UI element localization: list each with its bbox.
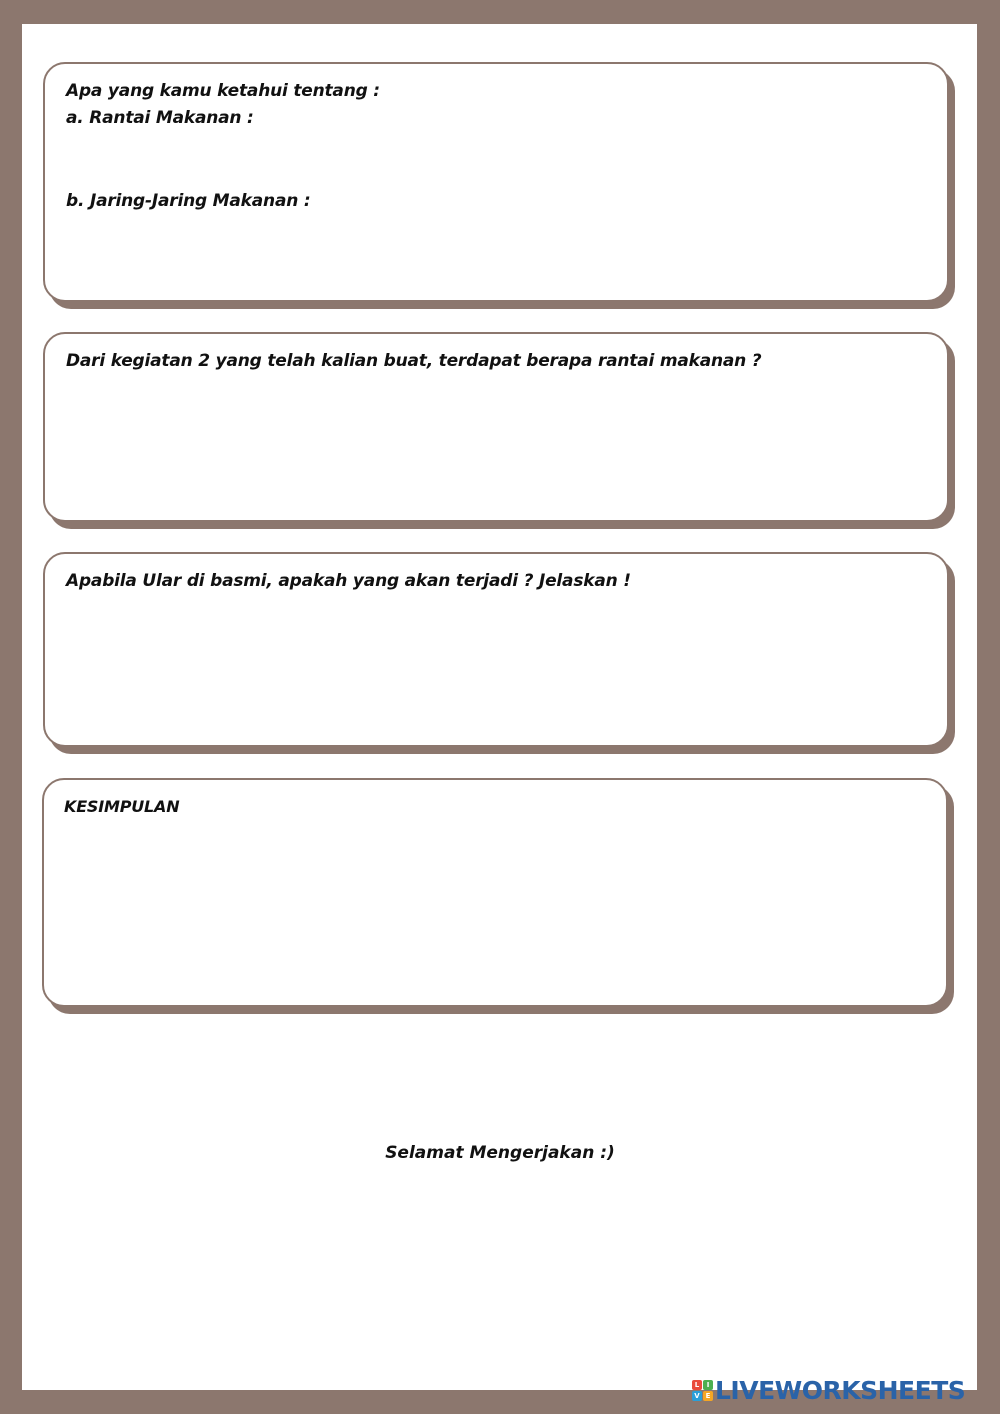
closing-message: Selamat Mengerjakan :) bbox=[385, 1143, 615, 1163]
question-2-prompt: Dari kegiatan 2 yang telah kalian buat, terdapat berapa rantai makanan ? bbox=[66, 351, 762, 371]
conclusion-heading: KESIMPULAN bbox=[64, 797, 180, 816]
logo-tile-l: L bbox=[692, 1380, 702, 1390]
question-1-prompt: Apa yang kamu ketahui tentang : bbox=[66, 81, 380, 101]
question-1-part-b-label: b. Jaring-Jaring Makanan : bbox=[66, 191, 311, 211]
logo-tile-e: E bbox=[703, 1391, 713, 1401]
liveworksheets-icon bbox=[692, 1380, 713, 1401]
question-3-prompt: Apabila Ular di basmi, apakah yang akan terjadi ? Jelaskan ! bbox=[66, 571, 631, 591]
question-1-part-a-label: a. Rantai Makanan : bbox=[66, 108, 254, 128]
liveworksheets-wordmark: LIVEWORKSHEETS bbox=[715, 1375, 966, 1405]
liveworksheets-logo bbox=[692, 1374, 965, 1406]
logo-tile-v: V bbox=[692, 1391, 702, 1401]
logo-tile-i: I bbox=[703, 1380, 713, 1390]
